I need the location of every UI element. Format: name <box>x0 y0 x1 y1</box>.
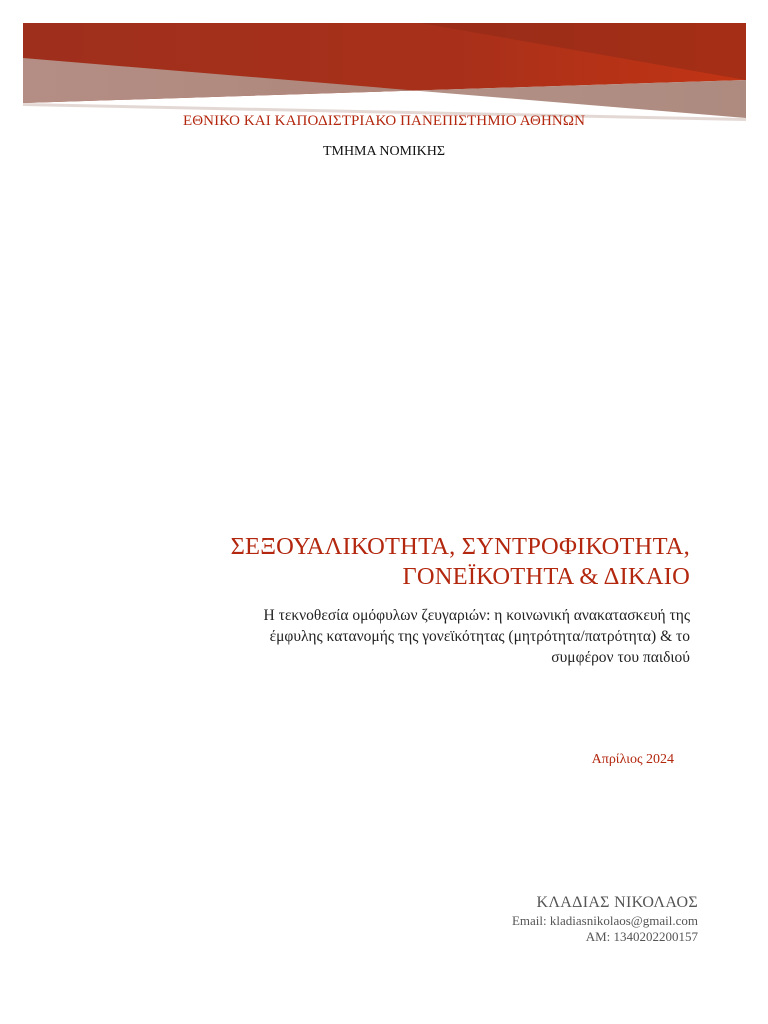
subtitle-line-3: συμφέρον του παιδιού <box>551 649 690 666</box>
author-email-line <box>512 913 698 929</box>
document-title <box>90 532 690 592</box>
university-name: ΕΘΝΙΚΟ ΚΑΙ ΚΑΠΟΔΙΣΤΡΙΑΚΟ ΠΑΝΕΠΙΣΤΗΜΙΟ ΑΘΗΝΩΝ <box>182 113 586 129</box>
publication-date: Απρίλιος 2024 <box>591 752 674 767</box>
author-block <box>512 893 698 945</box>
subtitle-line-1: Η τεκνοθεσία ομόφυλων ζευγαριών: η κοινωνική ανακατασκευή της <box>263 607 690 624</box>
title-line-2: ΓΟΝΕΪΚΟΤΗΤΑ & ΔΙΚΑΙΟ <box>402 563 690 590</box>
student-id: AM: 1340202200157 <box>585 929 698 944</box>
title-line-1: ΣΕΞΟΥΑΛΙΚΟΤΗΤΑ, ΣΥΝΤΡΟΦΙΚΟΤΗΤΑ, <box>230 533 690 560</box>
subtitle-line-2: έμφυλης κατανομής της γονεϊκότητας (μητρότητα/πατρότητα) & το <box>269 628 690 645</box>
document-subtitle <box>130 605 690 668</box>
department-name: ΤΜΗΜΑ ΝΟΜΙΚΗΣ <box>322 144 446 159</box>
email-link[interactable]: kladiasnikolaos@gmail.com <box>549 913 698 928</box>
email-label: Email: <box>511 913 550 928</box>
author-name: ΚΛΑΔΙΑΣ ΝΙΚΟΛΑΟΣ <box>536 894 698 911</box>
